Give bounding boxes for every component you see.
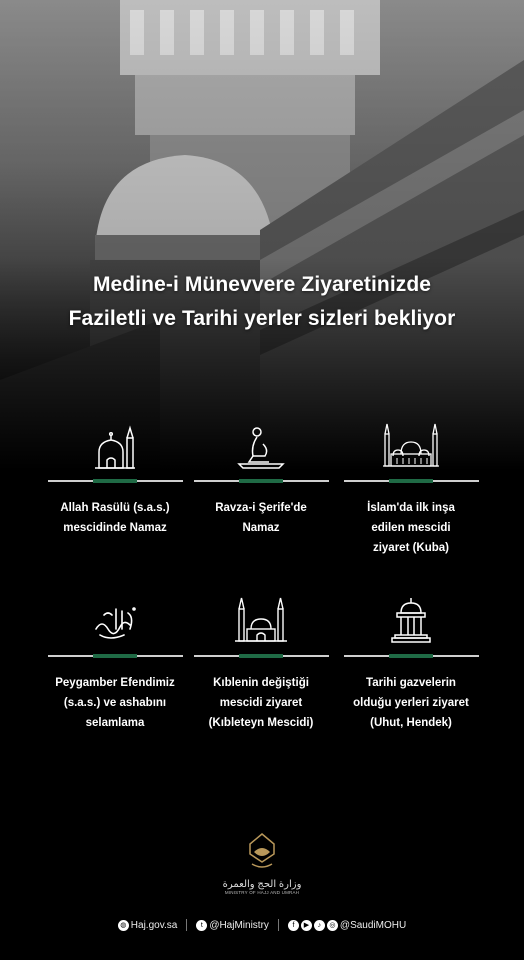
instagram-icon: ◎ (327, 920, 338, 931)
divider-line (194, 480, 329, 482)
feature-label (40, 498, 190, 538)
feature-label-line: (s.a.s.) ve ashabını (63, 697, 167, 709)
feature-item-quba (336, 415, 486, 558)
divider-accent (239, 654, 283, 658)
feature-label-line: Tarihi gazvelerin (366, 677, 456, 689)
twitter-handle[interactable]: @HajMinistry (209, 919, 269, 931)
mosque-icon (40, 415, 190, 470)
feature-label-line: Peygamber Efendimiz (55, 677, 175, 689)
qiblatain-mosque-icon (186, 590, 336, 645)
feature-item-qiblatain (186, 590, 336, 733)
feature-label-line: mescidi ziyaret (219, 697, 303, 709)
feature-item-greeting (40, 590, 190, 733)
divider-line (48, 655, 183, 657)
divider-line (194, 655, 329, 657)
feature-label-line: (Uhut, Hendek) (370, 717, 452, 729)
tiktok-icon: ♪ (314, 920, 325, 931)
feature-label (186, 673, 336, 733)
historic-monument-icon (336, 590, 486, 645)
ministry-name-english: MINISTRY OF HAJJ AND UMRAH (224, 890, 300, 895)
mosque-background-illustration (0, 0, 524, 470)
facebook-icon: f (288, 920, 299, 931)
ministry-emblem-icon (244, 832, 280, 872)
feature-label-line: Namaz (242, 522, 280, 534)
divider-accent (93, 479, 137, 483)
footer-website[interactable] (118, 920, 178, 931)
feature-label-line: Kıblenin değiştiği (213, 677, 309, 689)
feature-item-rawdah (186, 415, 336, 538)
feature-item-masjid-nabawi (40, 415, 190, 538)
feature-label-line: Allah Rasülü (s.a.s.) (60, 502, 170, 514)
globe-icon: ◍ (118, 920, 129, 931)
ministry-logo (222, 832, 302, 895)
divider-line (344, 655, 479, 657)
feature-item-historic-sites (336, 590, 486, 733)
feature-label-line: olduğu yerleri ziyaret (353, 697, 469, 709)
hero-title-line2: Faziletli ve Tarihi yerler sizleri bekliyor (68, 307, 456, 330)
feature-row-1 (0, 415, 524, 565)
divider-line (344, 480, 479, 482)
feature-label-line: edilen mescidi (371, 522, 451, 534)
hero-title (0, 268, 524, 336)
feature-label (40, 673, 190, 733)
quba-mosque-icon (336, 415, 486, 470)
feature-label-line: (Kıbleteyn Mescidi) (208, 717, 314, 729)
divider-accent (239, 479, 283, 483)
footer-twitter[interactable] (196, 920, 269, 931)
feature-label-line: İslam'da ilk inşa (367, 502, 455, 514)
divider-line (48, 480, 183, 482)
twitter-icon: t (196, 920, 207, 931)
praying-person-icon (186, 415, 336, 470)
footer-divider (278, 919, 279, 931)
feature-label (336, 673, 486, 733)
divider-accent (389, 479, 433, 483)
footer (0, 913, 524, 937)
youtube-icon: ▶ (301, 920, 312, 931)
feature-label (186, 498, 336, 538)
feature-label-line: mescidinde Namaz (63, 522, 167, 534)
website-link[interactable]: Haj.gov.sa (130, 919, 178, 931)
divider-accent (93, 654, 137, 658)
feature-label-line: ziyaret (Kuba) (372, 542, 450, 554)
footer-divider (186, 919, 187, 931)
feature-label (336, 498, 486, 558)
feature-label-line: selamlama (85, 717, 145, 729)
social-handle[interactable]: @SaudiMOHU (339, 919, 407, 931)
hero-image (0, 0, 524, 470)
footer-social[interactable] (288, 920, 406, 931)
divider-accent (389, 654, 433, 658)
ministry-name-arabic: وزارة الحج والعمرة (222, 879, 302, 890)
calligraphy-icon (40, 590, 190, 645)
hero-title-line1: Medine-i Münevvere Ziyaretinizde (92, 273, 432, 296)
feature-label-line: Ravza-i Şerife'de (215, 502, 307, 514)
feature-row-2 (0, 590, 524, 740)
